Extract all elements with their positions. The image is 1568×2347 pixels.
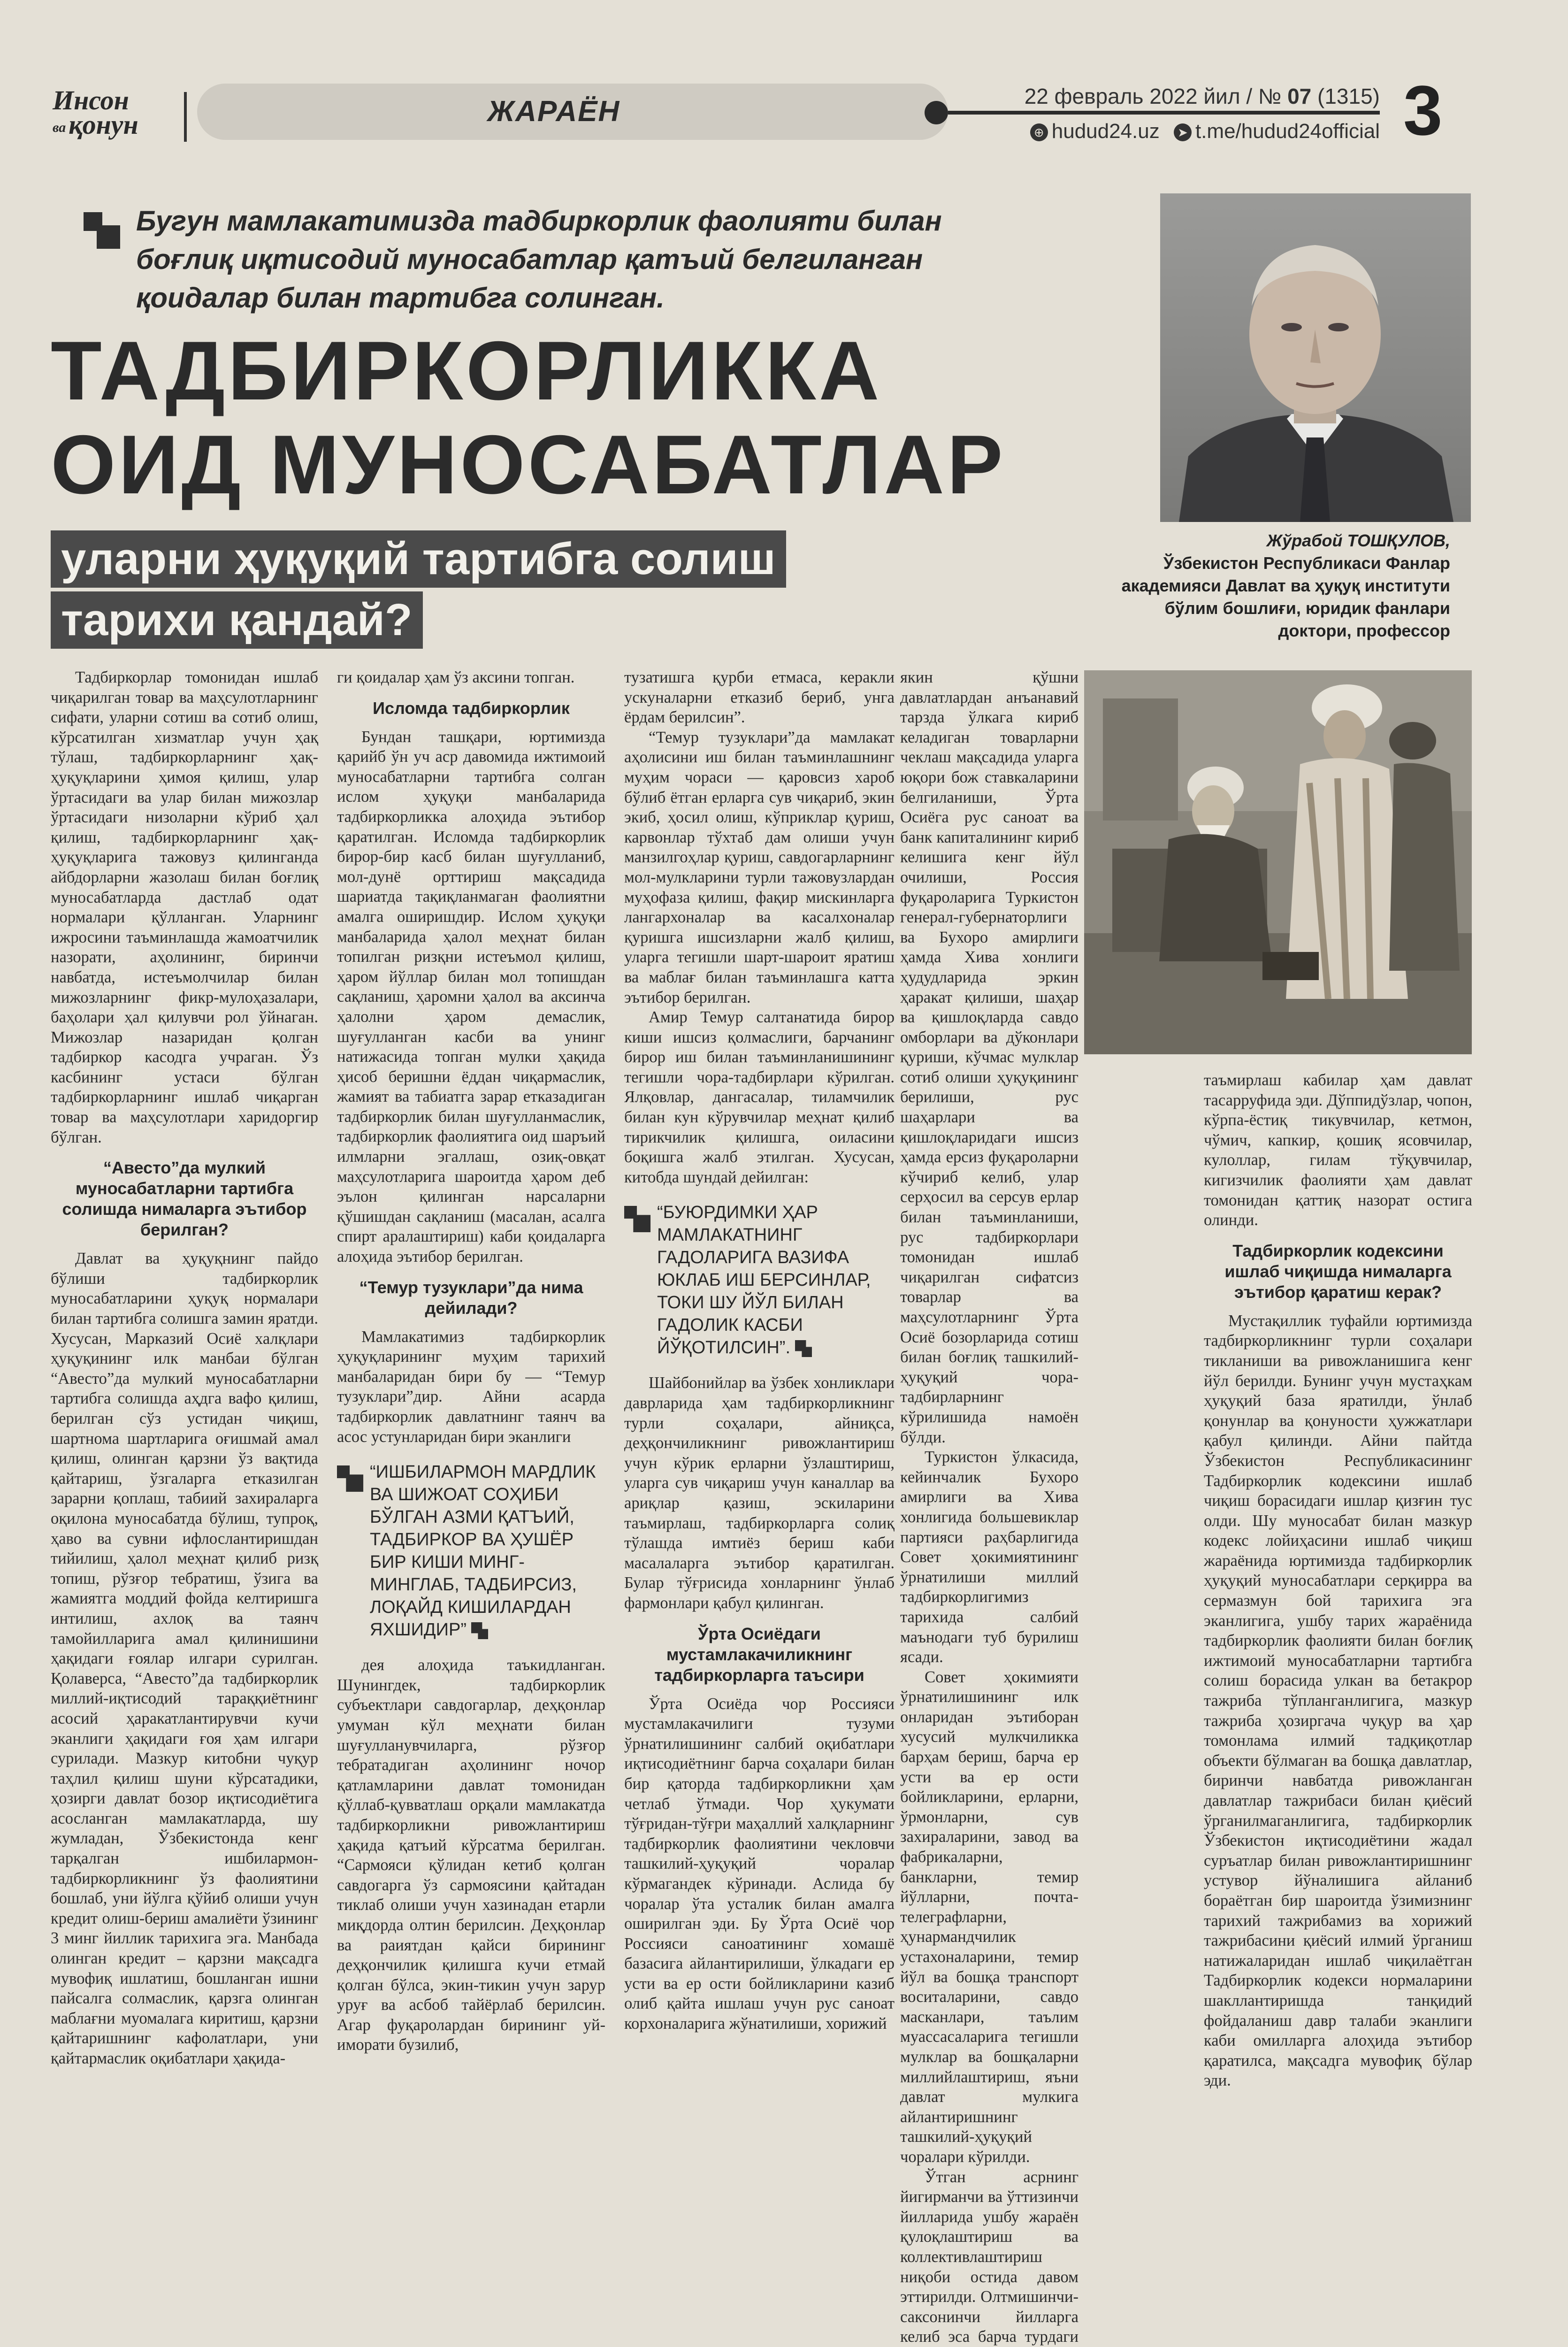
section-title: ЖАРАЁН: [487, 95, 620, 128]
column-4: [900, 667, 1078, 2347]
paragraph: Амир Темур салтанатида бирор киши ишсиз қолмаслиги, барчанинг бирор иш билан таъминланишининг тегишли чора-тадбирлари кўрилган. Ялқовлар, дангасалар, тиламчилик билан кун кўрувчилар меҳнат қилиб тирикчилик қилишга, оиласини боқишга жалб этилган. Хусусан, китобда шундай дейилган:: [624, 1008, 895, 1186]
quote-close-icon: [471, 1622, 488, 1639]
logo-line2: [53, 109, 189, 140]
painting-illustration: [1084, 670, 1472, 1054]
quote-text: “БУЮРДИМКИ ҲАР МАМЛАКАТНИНГ ГАДОЛАРИГА ВАЗИФА ЮКЛАБ ИШ БЕРСИНЛАР, ТОКИ ШУ ЙЎЛ БИЛАН ГАДОЛИК КАСБИ ЙЎҚОТИЛСИН”.: [657, 1203, 871, 1358]
pull-quote: [337, 1461, 605, 1641]
paragraph: Тадбиркорлар томонидан ишлаб чиқарилган товар ва маҳсулотларнинг сифати, уларни сотиш ва сотиб олиш, кўрсатилган хизматлар учун ҳақ тўлаш, тадбиркорларнинг ҳақ-ҳуқуқларини ҳимоя қилиш, улар ўртасидаги ва улар билан мижозлар ўртасидаги низоларни кўриб ҳал қилиш, тадбиркорларнинг ҳақ-ҳуқуқларига тажовуз қилинганда айбдорларни жазолаш билан боғлиқ муносабатларда дастлаб одат нормалари қўлланган. Уларнинг ижросини таъминлашда жамоатчилик назорати, аҳолининг, биринчи навбатда, истеъмолчилар билан мижозларнинг фикр-мулоҳазалари, баҳолари ҳал қилувчи рол ўйнаган. Мижозлар назаридан қолган тадбиркор касодга учраган. Ўз касбининг устаси бўлган тадбиркорларнинг ишлаб чиқарган товар ва маҳсулотлари харидоргир бўлган.: [51, 668, 318, 1146]
author-caption: [1094, 529, 1450, 642]
paragraph: дея алоҳида таъкидланган. Шунингдек, тадбиркорлик субъектлари савдогарлар, деҳқонлар умуман кўл меҳнати билан шуғулланувчиларга, рўзғор тебратадиган аҳолининг ночор қатламларини давлат томонидан қўллаб-қувватлаш орқали мамлакатда тадбиркорликни ривожлантириш ҳақида қатъий кўрсатма берилган. “Сармояси қўлидан кетиб қолган савдогарга ўз сармоясини қайтадан тиклаб олиши учун хазинадан етарли миқдорда олтин берилсин. Деҳқонлар ва раиятдан қайси бирининг деҳқончилик қилишга кучи етмай қолган бўлса, экин-тикин учун зарур уруғ ва асбоб тайёрлаб берилсин. Агар фуқаролардан бирининг уй-иморати бузилиб,: [337, 1656, 605, 2054]
author-photo: [1160, 193, 1471, 522]
title-line2: ОИД МУНОСАБАТЛАР: [51, 418, 1006, 511]
telegram-icon: ➤: [1174, 123, 1192, 141]
quote-close-icon: [795, 1340, 812, 1357]
paragraph: Ўтган асрнинг йигирманчи ва ўттизинчи йилларида ушбу жараён қулоқлаштириш ва коллективлаштириш ниқоби остида давом эттирилди. Олтмишинчи-саксонинчи йилларга келиб эса барча турдаги: [900, 2168, 1078, 2346]
newspaper-logo: [53, 85, 189, 140]
issue-total: (1315): [1317, 84, 1380, 108]
logo-line1: Инсон: [53, 85, 129, 115]
subtitle-line1: уларни ҳуқуқий тартибга солиш: [51, 530, 786, 588]
title-line1: ТАДБИРКОРЛИККА: [51, 324, 882, 417]
column-1: [51, 667, 318, 2069]
article-subtitle: [51, 530, 786, 652]
header-links: [986, 120, 1380, 143]
paragraph: Совет ҳокимияти ўрнатилишининг илк онларидан эътиборан хусусий мулкчиликка барҳам бериш, барча ер усти ва ер ости бойликларини, ерларни, ўрмонларни, сув захираларини, завод ва фабрикаларни, банкларни, темир йўлларни, почта-телеграфларни, ҳунармандчилик устахоналарини, темир йўл ва бошқа транспорт воситаларини, савдо масканлари, таълим муассасаларига тегишли мулклар ва бошқаларни миллийлаштириш, яъни давлат мулкига айлантиришнинг ташкилий-ҳуқуқий чоралари кўрилди.: [900, 1668, 1078, 2166]
author-position: Ўзбекистон Республикаси Фанлар академияси Давлат ва ҳуқуқ институти бўлим бошлиғи, юридик фанлари доктори, профессор: [1121, 553, 1450, 640]
quote-text: “ИШБИЛАРМОН МАРДЛИК ВА ШИЖОАТ СОҲИБИ БЎЛГАН АЗМИ ҚАТЪИЙ, ТАДБИРКОР ВА ҲУШЁР БИР КИШИ МИНГ-МИНГЛАБ, ТАДБИРСИЗ, ЛОҚАЙД КИШИЛАРДАН ЯХШИДИР”: [370, 1462, 596, 1640]
paragraph: Туркистон ўлкасида, кейинчалик Бухоро амирлиги ва Хива хонлигида большевиклар партияси раҳбарлигида Совет ҳокимиятининг ўрнатилиши миллий тадбиркорлигимиз тарихида салбий маънодаги туб бурилиш ясади.: [900, 1448, 1078, 1666]
globe-icon: ⊕: [1030, 123, 1048, 141]
author-name: Жўрабой ТОШҚУЛОВ,: [1266, 531, 1450, 550]
logo-word: қонун: [69, 109, 138, 140]
historical-painting: [1084, 670, 1472, 1054]
paragraph: Бундан ташқари, юртимизда қарийб ўн уч аср давомида ижтимоий муносабатларни тартибга солган ислом ҳуқуқи манбаларида тадбиркорликка алоҳида эътибор қаратилган. Исломда тадбиркорлик бирор-бир касб билан шуғулланиб, мол-дунё орттириш мақсадида шариатда тақиқланмаган фаолиятни амалга оширишдир. Ислом ҳуқуқи манбаларида ҳалол меҳнат билан топилган ризқни истеъмол қилиш, ҳаром йўллар билан мол топишдан сақланиш, ҳаромни ҳалол ва аксинча ҳалолни ҳаром демаслик, шуғулланган касби ва унинг натижасида топган мулки ҳақида ҳисоб беришни ёддан чиқармаслик, жамият ва табиатга зарар етказадиган тадбиркорлик билан шуғулланмаслик, тадбиркорлик фаолиятига оид шаръий илмларни эгаллаш, озиқ-овқат маҳсулотларига шароитда ҳаром деб эълон қилинган нарсаларни қўшишдан сақланиш (масалан, асалга спирт аралаштириш) каби қоидаларга алоҳида эътибор берилган.: [337, 728, 605, 1266]
header-rule: [948, 111, 1380, 115]
paragraph: Мустақиллик туфайли юртимизда тадбиркорликнинг турли соҳалари тикланиши ва ривожланишига кенг йўл берилди. Бунинг учун мустаҳкам ҳуқуқий база яратилди, ўнлаб қонунлар ва қонуности ҳужжатлари қабул қилинди. Айни пайтда Ўзбекистон Республикасининг Тадбиркорлик кодексини ишлаб чиқиш борасидаги ишлар қизғин тус олди. Шу муносабат билан мазкур кодекс лойиҳасини ишлаб чиқиш жараёнида юртимизда тадбиркорлик ҳуқуқий муносабатлари серқирра ва сермазмун бой тарихига эга эканлигига, ушбу тарих жараёнида тадбиркорлик фаолияти билан боғлиқ ижтимоий муносабатларни тартибга солиш борасида улкан ва бетакрор тажриба тўпланганлигига, мазкур тажриба ҳозиргача чуқур ва ҳар томонлама илмий тадқиқотлар объекти бўлмаган ва бошқа давлатлар, биринчи навбатда ривожланган давлатлар тажрибаси билан қиёсий ўрганилмаганлигига, тадбиркорлик Ўзбекистон иқтисодиётини жадал суръатлар билан ривожлантиришнинг устувор йўналишига айланиб бораётган бир шароитда ўзимизнинг тарихий тажрибамиз ва хорижий тажрибасини қиёсий илмий ўрганиш натижаларидан ишлаб чиқилаётган Тадбиркорлик кодекси нормаларини шакллантиришда танқидий фойдаланиш давр талаби эканлиги каби омилларга алоҳида эътибор қаратилса, мақсадга мувофиқ бўлар эди.: [1204, 1312, 1472, 2090]
article-lead: Бугун мамлакатимизда тадбиркорлик фаолияти билан боғлиқ иқтисодий муносабатлар қатъий белгиланган қоидалар билан тартибга солинган.: [136, 205, 942, 314]
issue-number: 07: [1287, 84, 1312, 108]
paragraph: Шайбонийлар ва ўзбек хонликлари даврларида ҳам тадбиркорликнинг турли соҳалари, айниқса, деҳқончиликнинг ривожлантириш учун кўрик ерларни ўзлаштириш, уларга сув чиқариш учун каналлар ва ариқлар қазиш, эскиларини таъмирлаш, тадбиркорларга солиқ тўлашда имтиёз бериш каби масалаларга эътибор қаратилган. Булар тўғрисида хонларнинг ўнлаб фармонлари қабул қилинган.: [624, 1374, 895, 1612]
logo-divider: [184, 92, 187, 142]
date-text: 22 февраль 2022 йил / №: [1024, 84, 1282, 108]
section-heading: Тадбиркорлик кодексини ишлаб чиқишда нималарга эътибор қаратиш керак?: [1224, 1241, 1452, 1302]
paragraph: Давлат ва ҳуқуқнинг пайдо бўлиши тадбиркорлик муносабатларини ҳуқуқ нормалари билан тартибга солишга замин яратди. Хусусан, Марказий Осиё халқлари ҳуқуқининг илк манбаи бўлган “Авесто”да мулкий муносабатларни тартибга солишда аҳдга вафо қилиш, берилган сўз устидан чиқиш, шартнома шартларига оғишмай амал қилиш, олинган қарзни ўз вақтида қайтариш, ўзгаларга етказилган зарарни қоплаш, табиий захираларга оқилона муносабатда бўлиш, тупроқ, ҳаво ва сувни ифлослантиришдан тийилиш, ҳалол меҳнат қилиб ризқ топиш, рўзғор тебратиш, ўзига ва жамиятга моддий фойда келтиришга интилиш, ахлоқ ва таянч тамойилларига амал қилинишини ҳақидаги ғоялар илгари сурилган. Қолаверса, “Авесто”да тадбиркорлик миллий-иқтисодий тараққиётнинг асосий ҳаракатлантирувчи кучи эканлиги ҳақидаги ғоя ҳам илгари сурилади. Мазкур китобни чуқур таҳлил қилиш шуни кўрсатадики, ҳозирги давлат бозор иқтисодиётига асосланган мамлакатларда, шу жумладан, Ўзбекистонда кенг тарқалган ишбилармон-тадбиркорликнинг ўз фаолиятини бошлаб, уни йўлга қўйиб олиши учун кредит олиш-бериш амалиёти ўзининг 3 минг йиллик тарихига эга. Манбада олинган кредит – қарзни мақсадга мувофиқ ишлатиш, бошланган ишни пайсалга солмаслик, қарзга олинган маблағни муомалага киритиш, қарзни қайтаришнинг кафолатлари, уни қайтармаслик оқибатлари ҳақида-: [51, 1250, 318, 2067]
column-3: [624, 667, 895, 2034]
quote-open-icon: [624, 1206, 651, 1233]
paragraph: Мамлакатимиз тадбиркорлик ҳуқуқларининг муҳим тарихий манбаларидан бири бу — “Темур тузуклари”дир. Айни асарда тадбиркорлик давлатнинг таянч ва асос устунларидан бири эканлиги: [337, 1327, 605, 1446]
site-link[interactable]: hudud24.uz: [1051, 120, 1160, 143]
telegram-link[interactable]: t.me/hudud24official: [1195, 120, 1380, 143]
section-heading: “Темур тузуклари”да нима дейилади?: [359, 1277, 583, 1318]
paragraph: якин қўшни давлатлардан анъанавий тарзда ўлкага кириб келадиган товарларни чеклаш мақсадида уларга юқори бож ставкаларини белгиланиши, Ўрта Осиёга рус саноат ва банк капиталининг кириб келишига кенг йўл очилиши, Россия фуқароларига Туркистон генерал-губернаторлиги ва Бухоро амирлиги ҳамда Хива хонлиги ҳудудларида эркин ҳаракат қилиши, шаҳар ва қишлоқларда савдо омборлари ва дўконлари қуриши, кўчмас мулклар сотиб олиши ҳуқуқининг берилиши, рус шаҳарлари ва қишлоқларидаги ишсиз ҳамда ерсиз фуқароларни кўчириб келиб, улар серҳосил ва серсув ерлар билан таъминланиши, рус тадбиркорлари томонидан ишлаб чиқарилган сифатсиз товарлар ва маҳсулотларнинг Ўрта Осиё бозорларида сотиш билан боғлиқ ташкилий-ҳуқуқий чора-тадбирларнинг кўрилишида намоён бўлди.: [900, 668, 1078, 1446]
header-dot: [925, 101, 948, 124]
quote-open-icon: [337, 1465, 364, 1493]
lead-mark-icon: [84, 212, 121, 250]
article-title: [51, 324, 1130, 512]
pull-quote: [624, 1201, 895, 1359]
page-number: 3: [1403, 71, 1443, 150]
issue-date: [986, 84, 1380, 109]
paragraph: ги қоидалар ҳам ўз аксини топган.: [337, 668, 575, 686]
paragraph: “Темур тузуклари”да мамлакат аҳолисини иш билан таъминлашнинг муҳим чораси — қаровсиз хароб бўлиб ётган ерларга сув чиқариб, экин экиб, ҳосил олиш, кўприклар қуриш, карвонлар тўхтаб дам олиши учун манзилгоҳлар қуриш, савдогарларнинг мол-мулкларини турли тажовузлардан муҳофаза қилиш, фақир мискинларга лангархоналар ва касалхоналар қуришга ишсизларни жалб қилиш, уларга тегишли шарт-шароит яратиш ва маблағ билан таъминлашга катта эътибор берилган.: [624, 728, 895, 1006]
section-heading: Исломда тадбиркорлик: [373, 698, 570, 718]
subtitle-line2: тарихи қандай?: [51, 591, 423, 649]
column-5: [1204, 1070, 1472, 2091]
paragraph: Ўрта Осиёда чор Россияси мустамлакачилиги тузуми ўрнатилишининг салбий оқибатлари иқтисодиётнинг барча соҳалари билан бир қаторда тадбиркорликни ҳам четлаб ўтмади. Чор ҳукумати тўғридан-тўғри маҳаллий халқларнинг тадбиркорлик фаолиятини чекловчи ташкилий-ҳуқуқий чоралар кўрмагандек кўринади. Аслида бу чоралар ўта усталик билан амалга оширилган эди. Бу Ўрта Осиё чор Россияси саноатининг хомашё базасига айлантирилиши, ўлкадаги ер усти ва ер ости бойликларини казиб олиб қайта ишлаш учун рус саноат корхоналарига жўнатилиши, хорижий: [624, 1695, 895, 2033]
portrait-illustration: [1160, 193, 1471, 522]
logo-and: ва: [53, 119, 66, 135]
paragraph: таъмирлаш кабилар ҳам давлат тасарруфида эди. Дўппидўзлар, чопон, кўрпа-ёстиқ тикувчилар, кетмон, чўмич, капкир, қошиқ ясовчилар, кулоллар, гилам тўқувчилар, кигизчилик фаолияти ҳам давлат томонидан қаттиқ назорат остига олинди.: [1204, 1071, 1472, 1229]
column-2: [337, 667, 605, 2055]
section-heading: “Авесто”да мулкий муносабатларни тартибга солишда нималарга эътибор берилган?: [62, 1158, 307, 1240]
paragraph: тузатишга қурби етмаса, керакли ускуналарни етказиб бериб, унга ёрдам берилсин”.: [624, 668, 895, 727]
section-heading: Ўрта Осиёдаги мустамлакачиликнинг тадбиркорларга таъсири: [654, 1624, 864, 1685]
